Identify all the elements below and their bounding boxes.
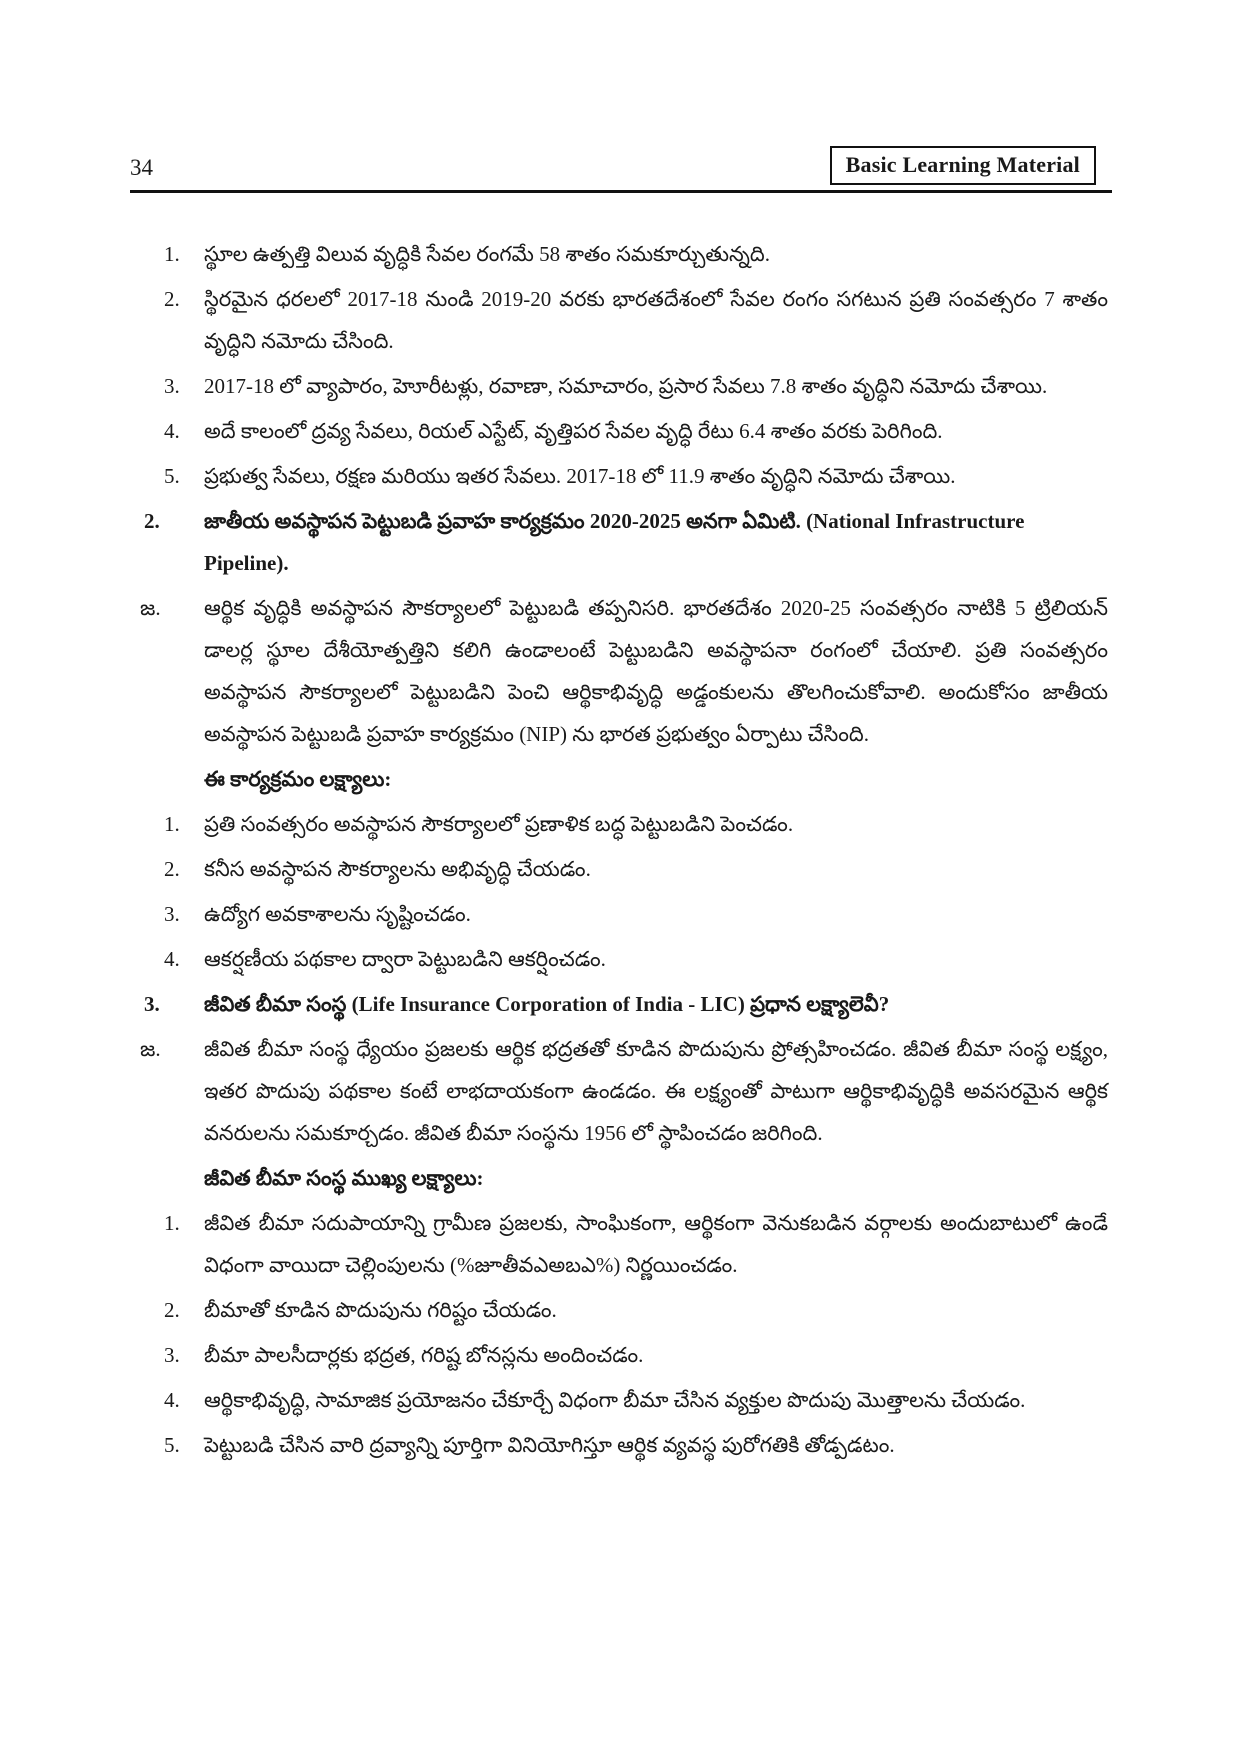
- list-item-text: 2017-18 లో వ్యాపారం, హెూరీటళ్లు, రవాణా, సమాచారం, ప్రసార సేవలు 7.8 శాతం వృద్ధిని నమోదు చేశాయి.: [204, 374, 1048, 399]
- list-item: [130, 410, 1108, 452]
- list-item-number: 2.: [164, 287, 180, 312]
- list-item-number: 1.: [164, 812, 180, 837]
- list-item-text: స్థిరమైన ధరలలో 2017-18 నుండి 2019-20 వరకు భారతదేశంలో సేవల రంగం సగటున ప్రతి సంవత్సరం 7 శాతం వృద్ధిని నమోదు చేసింది.: [204, 287, 1108, 354]
- list-item: [130, 803, 1108, 845]
- list-item-text: ప్రతి సంవత్సరం అవస్థాపన సౌకర్యాలలో ప్రణాళిక బద్ధ పెట్టుబడిని పెంచడం.: [204, 812, 794, 837]
- list-item-text: ఉద్యోగ అవకాశాలను సృష్టించడం.: [204, 902, 471, 927]
- list-item: [130, 1289, 1108, 1331]
- header-title-box: [830, 146, 1096, 185]
- list-item: [130, 278, 1108, 362]
- list-item: [130, 938, 1108, 980]
- list-item-number: 3.: [164, 1343, 180, 1368]
- sub-heading: ఈ కార్యక్రమం లక్ష్యాలు:: [204, 767, 392, 792]
- list-item-number: 1.: [164, 1211, 180, 1236]
- list-item-number: 3.: [164, 902, 180, 927]
- list-item: [130, 365, 1108, 407]
- list-item-number: 4.: [164, 1388, 180, 1413]
- list-item-number: 2.: [164, 1298, 180, 1323]
- list-item: [130, 893, 1108, 935]
- list-item: [130, 848, 1108, 890]
- list-item-text: కనీస అవస్థాపన సౌకర్యాలను అభివృద్ధి చేయడం.: [204, 857, 591, 882]
- list-item-number: 5.: [164, 1433, 180, 1458]
- list-item-number: 3.: [164, 374, 180, 399]
- numbered-list: [130, 1202, 1108, 1466]
- list-item-text: బీమా పాలసీదార్లకు భద్రత, గరిష్ట బోనస్లను అందించడం.: [204, 1343, 644, 1368]
- page-content: [130, 233, 1108, 1466]
- list-item-number: 4.: [164, 419, 180, 444]
- list-item-number: 5.: [164, 464, 180, 489]
- page-header: [130, 146, 1110, 185]
- answer-marker: జ.: [140, 1037, 161, 1062]
- list-item-text: బీమాతో కూడిన పొదుపును గరిష్టం చేయడం.: [204, 1298, 557, 1323]
- header-rule: [130, 190, 1112, 193]
- answer-block: [130, 587, 1108, 755]
- question-number: 3.: [144, 992, 160, 1017]
- list-item: [130, 233, 1108, 275]
- list-item-text: పెట్టుబడి చేసిన వారి ద్రవ్యాన్ని పూర్తిగా వినియోగిస్తూ ఆర్థిక వ్యవస్థ పురోగతికి తోడ్పడటం.: [204, 1433, 895, 1458]
- list-item: [130, 1379, 1108, 1421]
- list-item: [130, 455, 1108, 497]
- list-item: [130, 1202, 1108, 1286]
- answer-block: [130, 1028, 1108, 1154]
- page-number: 34: [130, 155, 153, 181]
- numbered-list: [130, 803, 1108, 980]
- list-item: [130, 1334, 1108, 1376]
- answer-text: జీవిత బీమా సంస్థ ధ్యేయం ప్రజలకు ఆర్థిక భద్రతతో కూడిన పొదుపును ప్రోత్సహించడం. జీవిత బీమా సంస్థ లక్ష్యం, ఇతర పొదుపు పథకాల కంటే లాభదాయకంగా ఉండడం. ఈ లక్ష్యంతో పాటుగా ఆర్థికాభివృద్ధికి అవసరమైన ఆర్థిక వనరులను సమకూర్చడం. జీవిత బీమా సంస్థను 1956 లో స్థాపించడం జరిగింది.: [204, 1037, 1108, 1146]
- list-item-text: అదే కాలంలో ద్రవ్య సేవలు, రియల్ ఎస్టేట్, వృత్తిపర సేవల వృద్ధి రేటు 6.4 శాతం వరకు పెరిగింది.: [204, 419, 943, 444]
- list-item-text: ఆర్థికాభివృద్ధి, సామాజిక ప్రయోజనం చేకూర్చే విధంగా బీమా చేసిన వ్యక్తుల పొదుపు మొత్తాలను చేయడం.: [204, 1388, 1026, 1413]
- question-heading: [130, 500, 1108, 584]
- list-item-text: ఆకర్షణీయ పథకాల ద్వారా పెట్టుబడిని ఆకర్షించడం.: [204, 947, 606, 972]
- sub-heading: జీవిత బీమా సంస్థ ముఖ్య లక్ష్యాలు:: [204, 1166, 484, 1191]
- question-number: 2.: [144, 509, 160, 534]
- question-text: జాతీయ అవస్థాపన పెట్టుబడి ప్రవాహ కార్యక్రమం 2020-2025 అనగా ఏమిటి. (National Infrastructure Pipeline).: [204, 509, 1025, 576]
- numbered-list: [130, 233, 1108, 497]
- list-item-number: 4.: [164, 947, 180, 972]
- list-item-text: ప్రభుత్వ సేవలు, రక్షణ మరియు ఇతర సేవలు. 2017-18 లో 11.9 శాతం వృద్ధిని నమోదు చేశాయి.: [204, 464, 956, 489]
- header-title: Basic Learning Material: [845, 152, 1080, 177]
- list-item-number: 1.: [164, 242, 180, 267]
- list-item-text: స్థూల ఉత్పత్తి విలువ వృద్ధికి సేవల రంగమే 58 శాతం సమకూర్చుతున్నది.: [204, 242, 771, 267]
- answer-text: ఆర్థిక వృద్ధికి అవస్థాపన సౌకర్యాలలో పెట్టుబడి తప్పనిసరి. భారతదేశం 2020-25 సంవత్సరం నాటికి 5 ట్రిలియన్ డాలర్ల స్థూల దేశీయోత్పత్తిని కలిగి ఉండాలంటే పెట్టుబడిని అవస్థాపనా రంగంలో చేయాలి. ప్రతి సంవత్సరం అవస్థాపన సౌకర్యాలలో పెట్టుబడిని పెంచి ఆర్థికాభివృద్ధి అడ్డంకులను తొలగించుకోవాలి. అందుకోసం జాతీయ అవస్థాపన పెట్టుబడి ప్రవాహ కార్యక్రమం (NIP) ను భారత ప్రభుత్వం ఏర్పాటు చేసింది.: [204, 596, 1108, 747]
- list-item: [130, 1424, 1108, 1466]
- question-text: జీవిత బీమా సంస్థ (Life Insurance Corporation of India - LIC) ప్రధాన లక్ష్యాలెవీ?: [204, 992, 890, 1017]
- list-item-number: 2.: [164, 857, 180, 882]
- question-heading: [130, 983, 1108, 1025]
- answer-marker: జ.: [140, 596, 161, 621]
- list-item-text: జీవిత బీమా సదుపాయాన్ని గ్రామీణ ప్రజలకు, సాంఘికంగా, ఆర్థికంగా వెనుకబడిన వర్గాలకు అందుబాటులో ఉండే విధంగా వాయిదా చెల్లింపులను (%జూతీవఎఅబఎ%) నిర్ణయించడం.: [204, 1211, 1108, 1278]
